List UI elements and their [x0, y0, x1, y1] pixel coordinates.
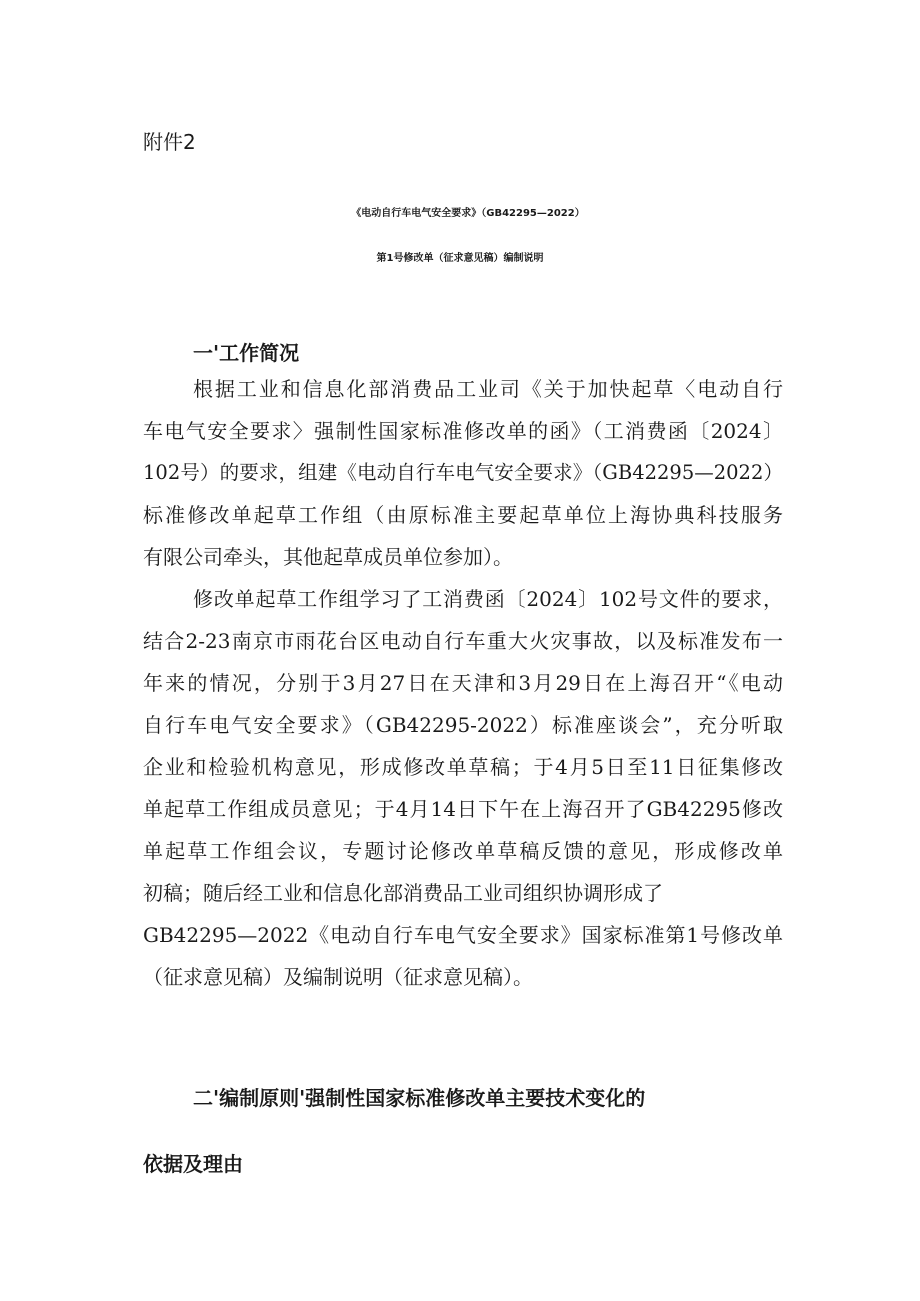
paragraph-2-line: 结合2-23南京市雨花台区电动自行车重大火灾事故，以及标准发布一 — [143, 629, 783, 653]
section-1-heading: 一'工作简况 — [193, 341, 300, 365]
paragraph-2-line: 单起草工作组成员意见；于4月14日下午在上海召开了GB42295修改 — [143, 797, 783, 821]
document-title-line-2: 第1号修改单（征求意见稿）编制说明 — [376, 253, 544, 264]
paragraph-1-line: 标准修改单起草工作组（由原标准主要起草单位上海协典科技服务 — [143, 503, 783, 527]
paragraph-2-line: （征求意见稿）及编制说明（征求意见稿）。 — [143, 965, 533, 989]
paragraph-2-line: 自行车电气安全要求》（GB42295-2022）标准座谈会”，充分听取 — [143, 713, 783, 737]
section-2-heading: 二'编制原则'强制性国家标准修改单主要技术变化的 — [193, 1086, 646, 1110]
paragraph-2-line: 年来的情况，分别于3月27日在天津和3月29日在上海召开“《电动 — [143, 671, 783, 695]
paragraph-2-line: GB42295—2022《电动自行车电气安全要求》国家标准第1号修改单 — [143, 923, 783, 947]
paragraph-1-line: 有限公司牵头，其他起草成员单位参加）。 — [143, 545, 513, 569]
paragraph-2-line: 修改单起草工作组学习了工消费函〔2024〕102号文件的要求， — [193, 587, 783, 611]
attachment-label: 附件2 — [143, 130, 196, 154]
section-2-heading-continuation: 依据及理由 — [143, 1152, 243, 1176]
paragraph-1-line: 102号）的要求，组建《电动自行车电气安全要求》（GB42295—2022） — [143, 461, 783, 484]
document-title-line-1: 《电动自行车电气安全要求》（GB42295—2022） — [351, 208, 585, 219]
paragraph-1-line: 车电气安全要求〉强制性国家标准修改单的函》（工消费函〔2024〕 — [143, 419, 783, 443]
paragraph-2-line: 初稿；随后经工业和信息化部消费品工业司组织协调形成了 — [143, 881, 663, 905]
paragraph-2-line: 企业和检验机构意见，形成修改单草稿；于4月5日至11日征集修改 — [143, 755, 783, 779]
paragraph-1-line: 根据工业和信息化部消费品工业司《关于加快起草〈电动自行 — [193, 377, 783, 401]
paragraph-2-line: 单起草工作组会议，专题讨论修改单草稿反馈的意见，形成修改单 — [143, 839, 783, 863]
